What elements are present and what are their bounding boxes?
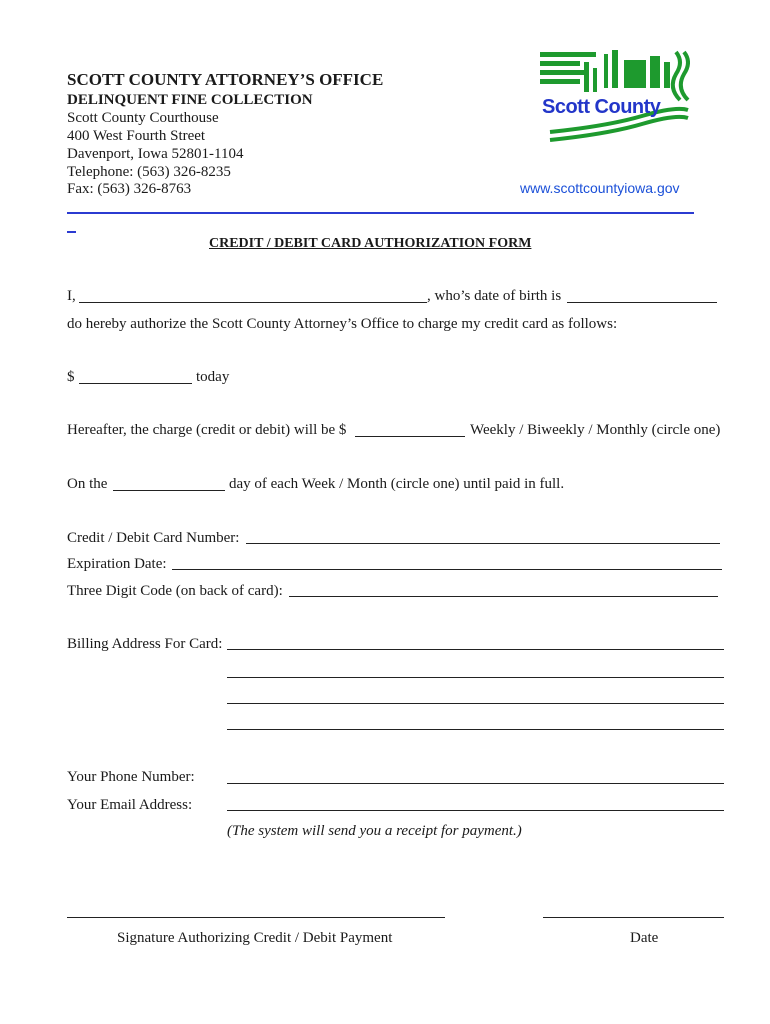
dob-label: , who’s date of birth is (427, 288, 562, 304)
email-field[interactable] (227, 810, 724, 811)
expiration-field[interactable] (172, 569, 722, 570)
division-title: DELINQUENT FINE COLLECTION (67, 92, 313, 108)
billing-address-line-1[interactable] (227, 649, 724, 650)
date-label: Date (630, 930, 659, 946)
authorization-statement: do hereby authorize the Scott County Attorney’s Office to charge my credit card as follows: (67, 316, 618, 332)
phone-label: Your Phone Number: (67, 769, 195, 785)
payment-day-field[interactable] (113, 490, 225, 491)
name-prefix: I, (67, 288, 76, 304)
frequency-options: Weekly / Biweekly / Monthly (circle one) (470, 422, 721, 438)
payment-day-suffix: day of each Week / Month (circle one) until paid in full. (229, 476, 565, 492)
divider-mark (67, 231, 76, 233)
billing-address-line-4[interactable] (227, 729, 724, 730)
recurring-amount-field[interactable] (355, 436, 465, 437)
telephone-line: Telephone: (563) 326-8235 (67, 164, 231, 180)
amount-today-field[interactable] (79, 383, 192, 384)
name-field[interactable] (79, 302, 427, 303)
amount-today-label: today (196, 369, 230, 385)
billing-address-line-3[interactable] (227, 703, 724, 704)
card-number-label: Credit / Debit Card Number: (67, 530, 240, 546)
receipt-note: (The system will send you a receipt for payment.) (227, 823, 522, 839)
fax-line: Fax: (563) 326-8763 (67, 181, 192, 197)
signature-field[interactable] (67, 917, 445, 918)
expiration-label: Expiration Date: (67, 556, 167, 572)
email-label: Your Email Address: (67, 797, 193, 813)
recurring-amount-label: Hereafter, the charge (credit or debit) will be $ (67, 422, 347, 438)
scott-county-logo (538, 48, 690, 148)
on-the-label: On the (67, 476, 108, 492)
address-line: Davenport, Iowa 52801-1104 (67, 146, 244, 162)
billing-address-line-2[interactable] (227, 677, 724, 678)
office-title: SCOTT COUNTY ATTORNEY’S OFFICE (67, 70, 384, 89)
date-field[interactable] (543, 917, 724, 918)
header-divider (67, 212, 694, 214)
logo-text: Scott County (542, 96, 661, 118)
signature-label: Signature Authorizing Credit / Debit Payment (117, 930, 393, 946)
address-line: 400 West Fourth Street (67, 128, 206, 144)
card-number-field[interactable] (246, 543, 720, 544)
cvv-label: Three Digit Code (on back of card): (67, 583, 283, 599)
phone-field[interactable] (227, 783, 724, 784)
amount-currency: $ (67, 369, 75, 385)
form-title: CREDIT / DEBIT CARD AUTHORIZATION FORM (209, 236, 532, 251)
dob-field[interactable] (567, 302, 717, 303)
cvv-field[interactable] (289, 596, 718, 597)
address-line: Scott County Courthouse (67, 110, 219, 126)
billing-address-label: Billing Address For Card: (67, 636, 223, 652)
website-link[interactable]: www.scottcountyiowa.gov (520, 180, 680, 196)
